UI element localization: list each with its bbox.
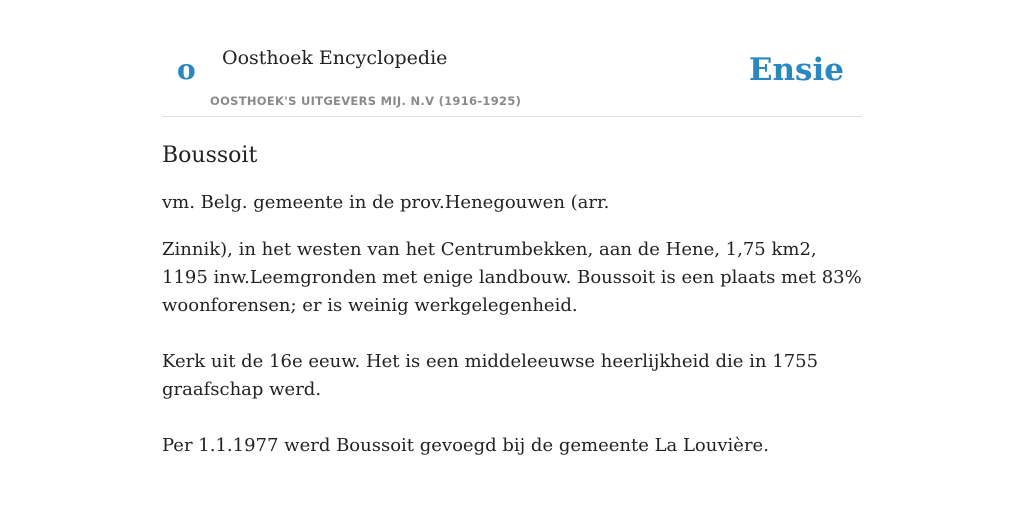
publisher-subtitle: OOSTHOEK'S UITGEVERS MIJ. N.V (1916-1925) [210,94,522,108]
article [162,141,862,460]
article-paragraph: Kerk uit de 16e eeuw. Het is een middeleeuwse heerlijkheid die in 1755 graafschap werd. [162,351,819,400]
article-paragraph: Zinnik), in het westen van het Centrumbekken, aan de Hene, 1,75 km2, 1195 inw.Leemgronden met enige landbouw. Boussoit is een plaats met 83% woonforensen; er is weinig werkgelegenheid. [162,239,862,316]
ensie-logo[interactable]: Ensie [748,52,844,88]
site-title[interactable]: Oosthoek Encyclopedie [222,47,448,69]
logo-mark[interactable]: o [177,53,196,86]
site-header [162,0,862,117]
article-paragraph: Per 1.1.1977 werd Boussoit gevoegd bij de gemeente La Louvière. [162,435,769,456]
article-title: Boussoit [162,143,258,168]
page [162,0,862,460]
article-paragraph: vm. Belg. gemeente in de prov.Henegouwen (arr. [162,192,610,213]
